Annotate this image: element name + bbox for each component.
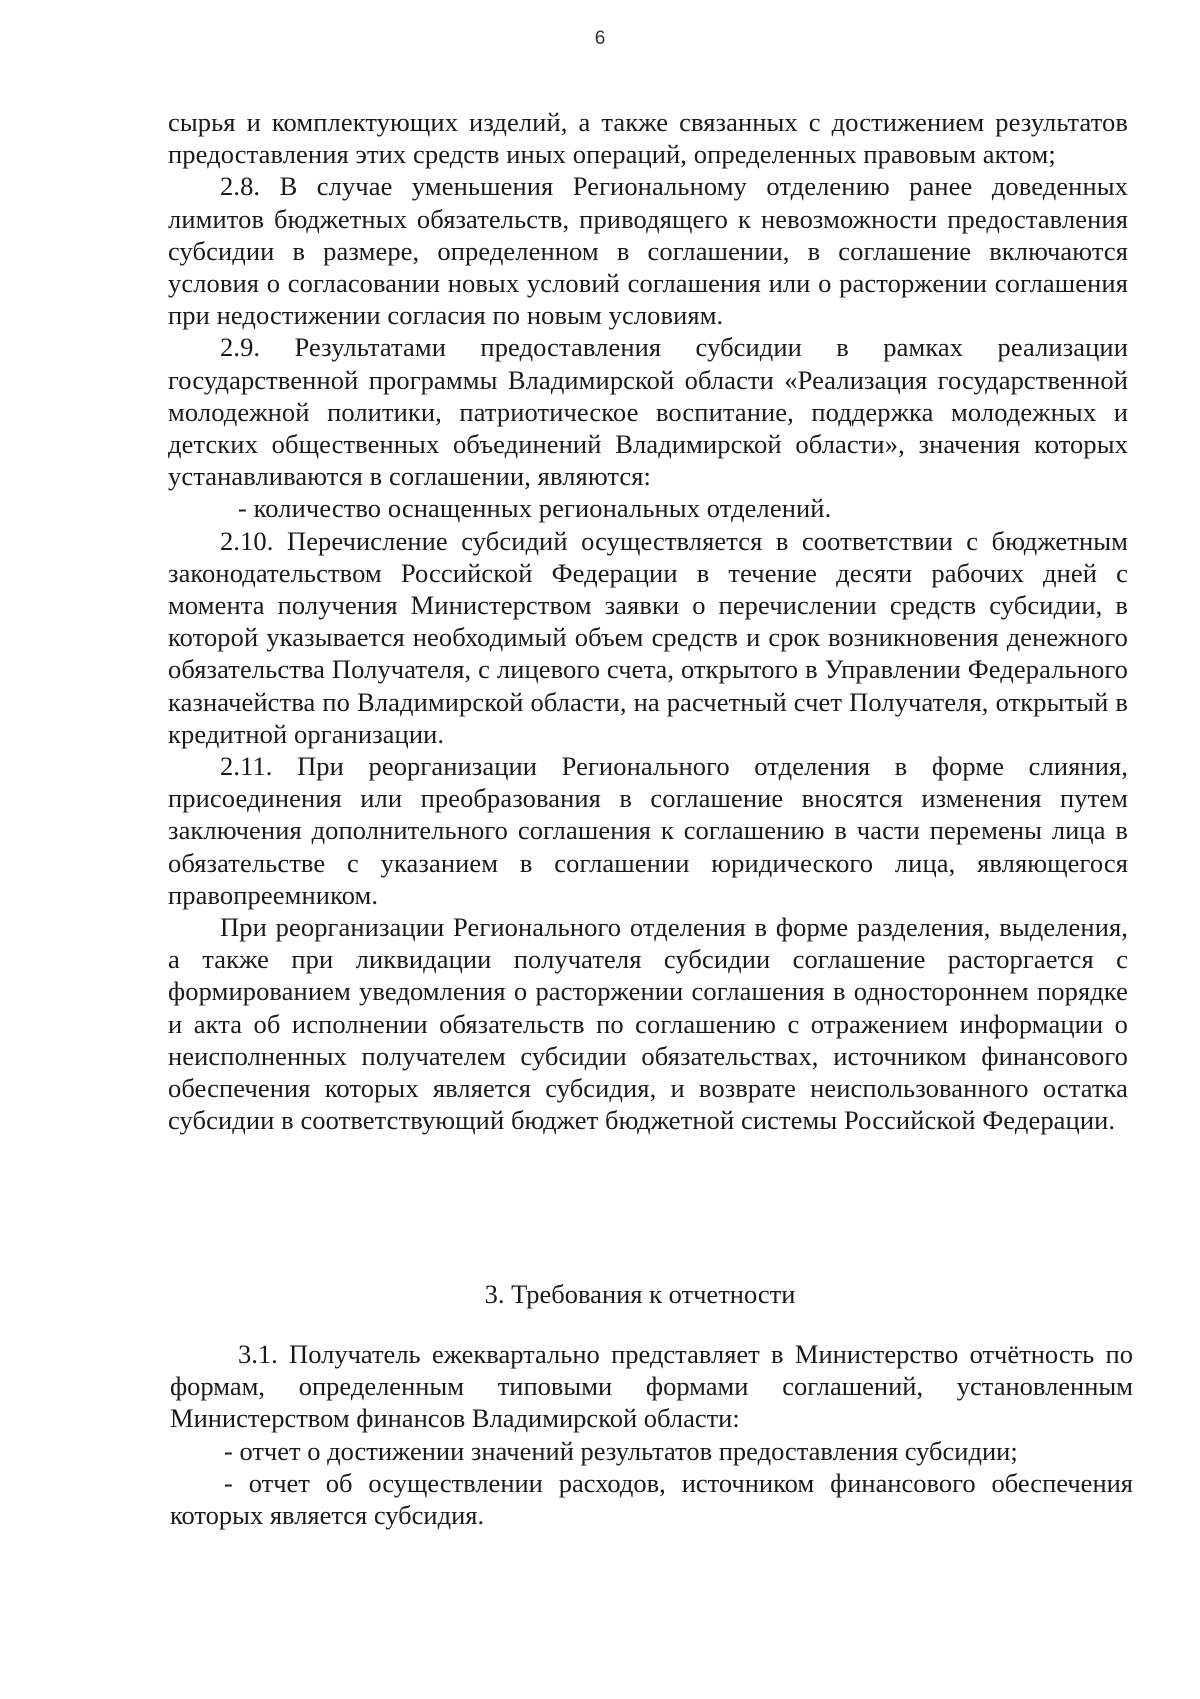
paragraph-2-9: 2.9. Результатами предоставления субсидии в рамках реализации государственной программы Владимирской области «Реализация государственной молодежной политики, патриотическое воспитание, поддержка молодежных и детских общественных объединений Владимирской области», значения которых устанавливаются в соглашении, являются:	[168, 332, 1128, 492]
report-list-item-2: - отчет об осуществлении расходов, источником финансового обеспечения которых является субсидия.	[170, 1467, 1133, 1531]
paragraph-2-9-list-item: - количество оснащенных региональных отделений.	[238, 493, 832, 524]
paragraph-2-11-continued: При реорганизации Регионального отделения в форме разделения, выделения, а также при ликвидации получателя субсидии соглашение расторгается с формированием уведомления о расторжении соглашения в одностороннем порядке и акта об исполнении обязательств по соглашению с отражением информации о неисполненных получателем субсидии обязательствах, источником финансового обеспечения которых является субсидия, и возврате неиспользованного остатка субсидии в соответствующий бюджет бюджетной системы Российской Федерации.	[168, 912, 1128, 1136]
paragraph-2-8: 2.8. В случае уменьшения Региональному отделению ранее доведенных лимитов бюджетных обязательств, приводящего к невозможности предоставления субсидии в размере, определенном в соглашении, в соглашение включаются условия о согласовании новых условий соглашения или о расторжении соглашения при недостижении согласия по новым условиям.	[168, 171, 1128, 331]
paragraph-continuation: сырья и комплектующих изделий, а также связанных с достижением результатов предоставления этих средств иных операций, определенных правовым актом;	[168, 107, 1128, 170]
report-list-item-1: - отчет о достижении значений результатов предоставления субсидии;	[224, 1435, 1018, 1466]
paragraph-3-1: 3.1. Получатель ежеквартально представляет в Министерство отчётность по формам, определенным типовыми формами соглашений, установленным Министерством финансов Владимирской области:	[170, 1339, 1133, 1434]
page-number: 6	[594, 28, 606, 49]
document-body	[168, 106, 1128, 1137]
paragraph-2-10: 2.10. Перечисление субсидий осуществляется в соответствии с бюджетным законодательством Российской Федерации в течение десяти рабочих дней с момента получения Министерством заявки о перечислении средств субсидии, в которой указывается необходимый объем средств и срок возникновения денежного обязательства Получателя, с лицевого счета, открытого в Управлении Федерального казначейства по Владимирской области, на расчетный счет Получателя, открытый в кредитной организации.	[168, 525, 1128, 749]
section-3-body	[170, 1338, 1133, 1531]
paragraph-2-11: 2.11. При реорганизации Регионального отделения в форме слияния, присоединения или преобразования в соглашение вносятся изменения путем заключения дополнительного соглашения к соглашению в части перемены лица в обязательстве с указанием в соглашении юридического лица, являющегося правопреемником.	[168, 751, 1128, 910]
section-3-heading: 3. Требования к отчетности	[484, 1279, 796, 1309]
